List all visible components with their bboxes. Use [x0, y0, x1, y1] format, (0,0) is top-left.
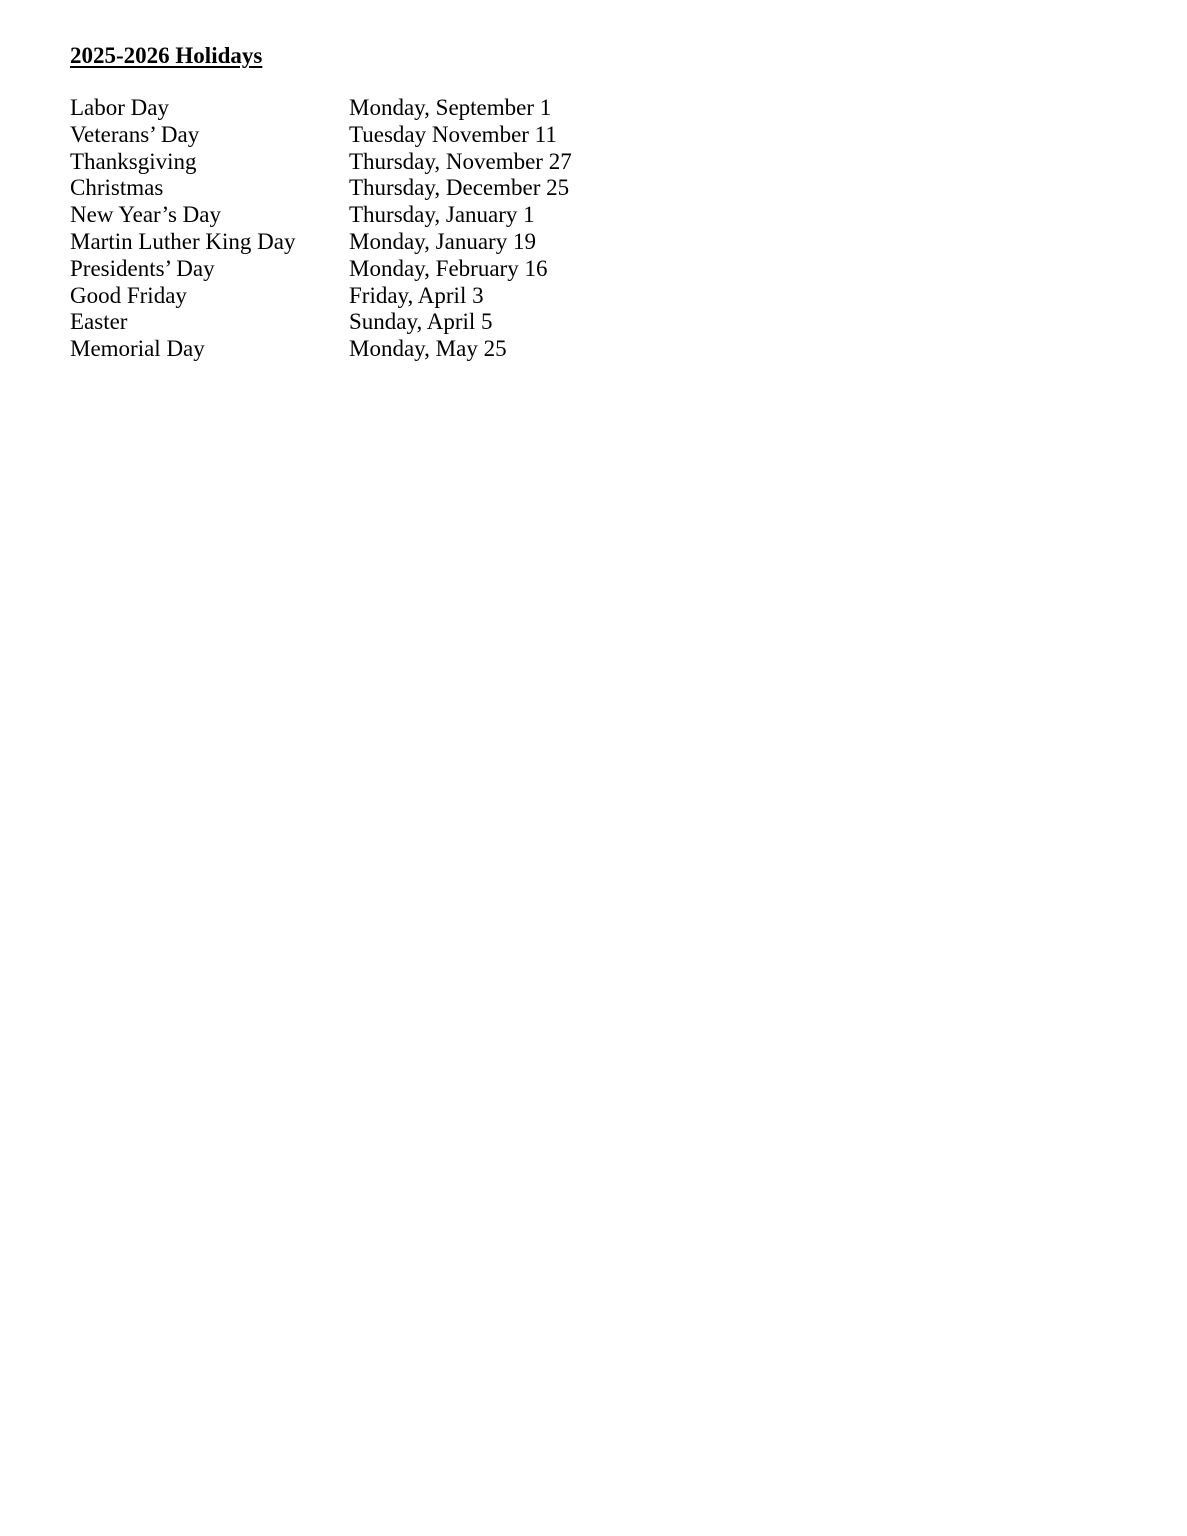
- holiday-date: Thursday, December 25: [349, 175, 570, 201]
- holiday-name: Good Friday: [70, 282, 187, 308]
- holiday-date: Monday, January 19: [349, 228, 536, 254]
- holiday-row: [70, 149, 670, 176]
- holiday-date: Monday, February 16: [349, 255, 548, 281]
- holiday-row: [70, 309, 670, 336]
- holiday-row: [70, 202, 670, 229]
- holiday-list: [70, 95, 670, 363]
- holiday-date: Tuesday November 11: [349, 121, 557, 147]
- holiday-row: [70, 229, 670, 256]
- holiday-name: Veterans’ Day: [70, 121, 200, 147]
- holiday-name: Martin Luther King Day: [70, 228, 296, 254]
- holiday-date: Friday, April 3: [349, 282, 484, 308]
- document-title: 2025-2026 Holidays: [70, 43, 263, 68]
- holiday-row: [70, 122, 670, 149]
- holiday-name: Easter: [70, 309, 128, 335]
- holiday-date: Thursday, November 27: [349, 148, 572, 174]
- holiday-row: [70, 175, 670, 202]
- holiday-date: Sunday, April 5: [349, 309, 493, 335]
- holiday-name: Labor Day: [70, 95, 169, 120]
- holiday-name: Presidents’ Day: [70, 255, 215, 281]
- holiday-name: Christmas: [70, 175, 164, 201]
- holiday-date: Thursday, January 1: [349, 202, 535, 228]
- holiday-name: Thanksgiving: [70, 148, 197, 174]
- holiday-row: [70, 256, 670, 283]
- holiday-row: [70, 336, 670, 363]
- holiday-name: Memorial Day: [70, 336, 205, 362]
- holiday-row: [70, 283, 670, 310]
- holiday-date: Monday, May 25: [349, 336, 507, 362]
- holiday-name: New Year’s Day: [70, 202, 221, 228]
- holiday-date: Monday, September 1: [349, 95, 552, 120]
- holiday-row: [70, 95, 670, 122]
